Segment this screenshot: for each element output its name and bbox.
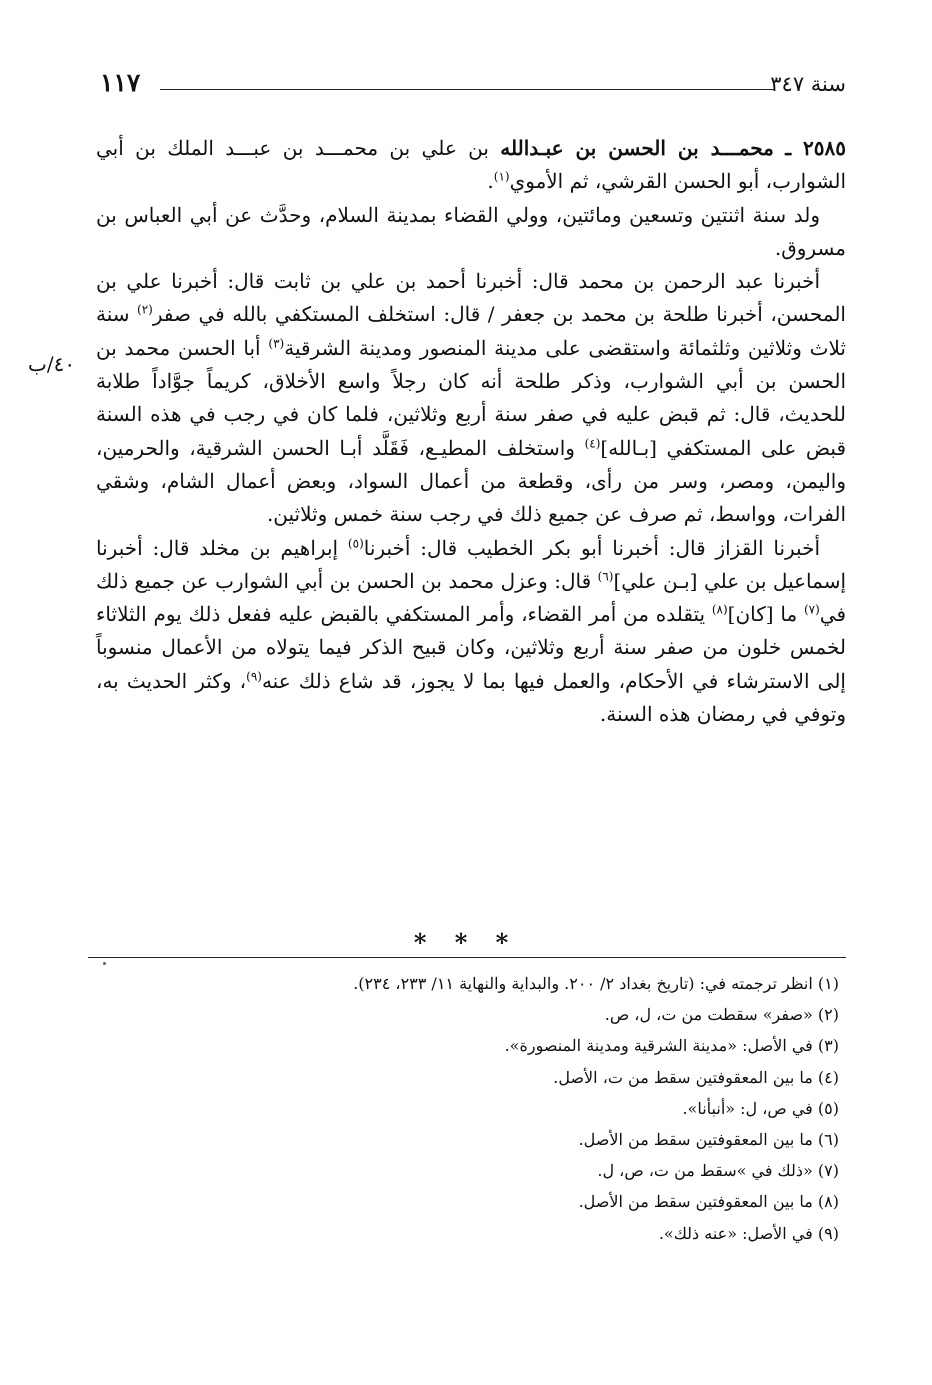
footnote-ref: (٧) bbox=[803, 602, 820, 617]
paragraph-2: أخبرنا عبد الرحمن بن محمد قال: أخبرنا أحمد بن علي بن ثابت قال: أخبرنا علي بن المحسن، أخبرنا طلحة بن محمد بن جعفر / قال: استخلف المستكفي بالله في صفر$^{(٢)}$ سنة ثلاث وثلاثين وثلثمائة واستقضى على مدينة المنصور ومدينة الشرقية$^{(٣)}$ أبا الحسن محمد بن الحسن بن أبي الشوارب، وذكر طلحة أنه كان رجلاً واسع الأخلاق، كريماً جوَّاداً طلابة للحديث، قال: ثم قبض عليه في صفر سنة أربع وثلاثين، فلما كان في رجب في هذه السنة قبض على المستكفي [بـالله]$^{(٤)}$ واستخلف المطيـع، فَقَلَّد أبـا الحسن الشرقية، والحرمين، واليمن، ومصر، وسر من رأى، وقطعة من أعمال السواد، وبعض أعمال الشام، وشقي الفرات، وواسط، ثم صرف عن جميع ذلك في رجب سنة خمس وثلاثين. bbox=[96, 269, 847, 527]
section-separator: * * * bbox=[413, 928, 519, 957]
footnote-ref: (٢) bbox=[137, 302, 153, 317]
footnote-ref: (١) bbox=[493, 169, 510, 184]
footnote: (٦) ما بين المعقوفتين سقط من الأصل. bbox=[578, 1130, 839, 1150]
footnote: (٢) «صفر» سقطت من ت، ل، ص. bbox=[604, 1005, 839, 1025]
footnote: (٣) في الأصل: «مدينة الشرقية ومدينة المنصورة». bbox=[504, 1036, 839, 1056]
footnote-ref: (٥) bbox=[347, 535, 364, 550]
footnote-ref: (٨) bbox=[711, 602, 728, 617]
scan-speck bbox=[103, 962, 106, 965]
footnotes bbox=[79, 968, 839, 1249]
paragraph-1: ولد سنة اثنتين وتسعين ومائتين، وولي القضاء بمدينة السلام، وحدَّث عن أبي العباس بن مسروق. bbox=[96, 202, 846, 260]
entry-number: ٢٥٨٥ ـ bbox=[785, 136, 846, 160]
entry-heading: ٢٥٨٥ ـ محمـــد بن الحسن بن عبـدالله بن علي بن محمـــد بن عبـــد الملك بن أبي الشوارب، أبو الحسن القرشي، ثم الأموي$^{(١)}$. bbox=[96, 136, 846, 194]
page-number: ١١٧ bbox=[100, 68, 141, 97]
footnote: (٤) ما بين المعقوفتين سقط من ت، الأصل. bbox=[553, 1067, 839, 1087]
entry-name-rest: بن علي بن محمـــد بن عبـــد الملك بن أبي الشوارب، أبو الحسن القرشي، ثم الأموي bbox=[96, 136, 846, 194]
footnote: (٨) ما بين المعقوفتين سقط من الأصل. bbox=[578, 1192, 839, 1212]
header-rule bbox=[160, 89, 775, 90]
running-title: سنة ٣٤٧ bbox=[770, 72, 846, 96]
manuscript-folio-note: ٤٠/ب bbox=[28, 352, 76, 376]
main-text bbox=[96, 132, 846, 731]
footnote-ref: (٣) bbox=[268, 336, 285, 351]
footnote: (٧) «ذلك في »سقط من ت، ص، ل. bbox=[597, 1161, 839, 1181]
footnote-ref: (٩) bbox=[246, 669, 262, 684]
footnote: (٩) في الأصل: «عنه ذلك». bbox=[658, 1223, 839, 1243]
footnote: (٥) في ص، ل: «أنبأنا». bbox=[682, 1098, 839, 1118]
footnote: (١) انظر ترجمته في: (تاريخ بغداد ٢/ ٢٠٠. والبداية والنهاية ١١/ ٢٣٣، ٢٣٤). bbox=[353, 974, 839, 993]
entry-name: محمـــد بن الحسن بن عبـدالله bbox=[500, 136, 774, 160]
footnote-ref: (٦) bbox=[597, 569, 614, 584]
footnote-ref: (٤) bbox=[584, 436, 601, 451]
paragraph-3: أخبرنا القزاز قال: أخبرنا أبو بكر الخطيب قال: أخبرنا$^{(٥)}$ إبراهيم بن مخلد قال: أخبرنا إسماعيل بن علي [بـن علي]$^{(٦)}$ قال: وعزل محمد بن الحسن بن أبي الشوارب عن جميع ذلك في$^{(٧)}$ ما [كان]$^{(٨)}$ يتقلده من أمر القضاء، وأمر المستكفي بالقبض عليه ففعل ذلك يوم الثلاثاء لخمس خلون من صفر سنة أربع وثلاثين، وكان قبيح الذكر فيما يتولاه من الأعمال منسوباً إلى الاسترشاء في الأحكام، والعمل فيها بما لا يجوز، قد شاع ذلك عنه$^{(٩)}$، وكثر الحديث به، وتوفي في رمضان هذه السنة. bbox=[96, 535, 847, 727]
footnote-rule bbox=[88, 957, 846, 958]
